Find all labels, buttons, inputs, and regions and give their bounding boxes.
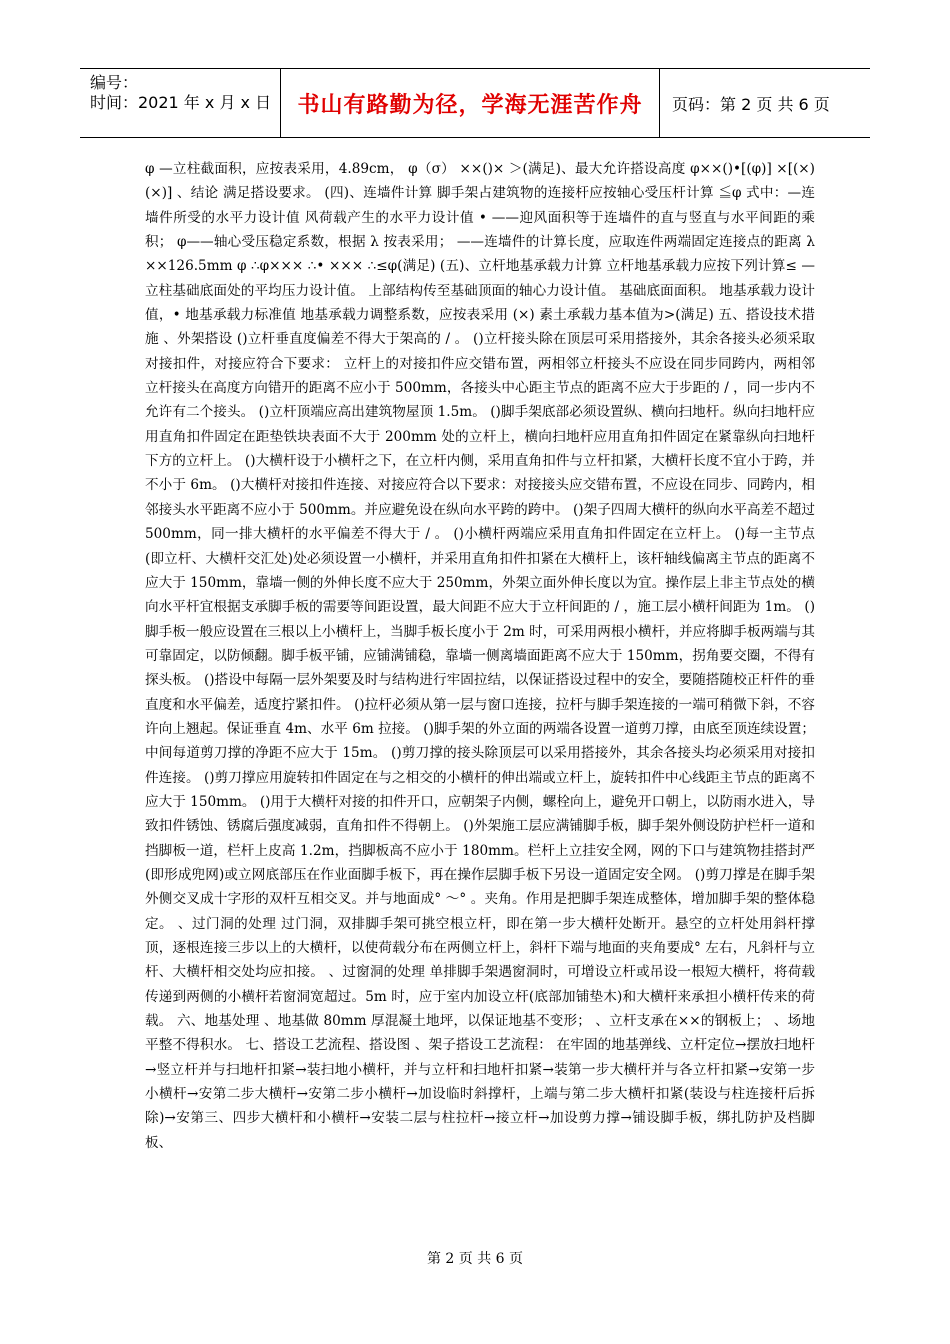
header-left-cell [80,69,280,137]
page-header [80,68,870,138]
document-code-label: 编号： [90,73,139,92]
page-footer: 第 2 页 共 6 页 [426,1251,524,1267]
header-motto: 书山有路勤为径，学海无涯苦作舟 [297,92,643,118]
document-date: 时间：2021 年 x 月 x 日 [90,93,272,112]
header-motto-cell [280,69,660,137]
header-page-info-cell [660,69,870,137]
header-page-info: 页码：第 2 页 共 6 页 [672,94,830,114]
body-text: φ —立柱截面积，应按表采用，4.89cm， φ（σ） ××()× ＞(满足)、最大允许搭设高度 φ××()•[(φ)] ×[(×)(×)] 、结论 满足搭设要求。 (四)、连墙件计算 脚手架占建筑物的连接杆应按轴心受压杆计算 ≦φ 式中：—连墙件所受的水平力设计值 风荷载产生的水平力设计值 • ——迎风面积等于连墙件的直与竖直与水平间距的乘积； φ——轴心受压稳定系数，根据 λ 按表采用； ——连墙件的计算长度，应取连件两端固定连接点的距离 λ××126.5mm φ ∴φ××× ∴• ××× ∴≤φ(满足) (五)、立杆地基承载力计算 立杆地基承载力应按下列计算≤ —立柱基础底面处的平均压力设计值。 上部结构传至基础顶面的轴心力设计值。 基础底面面积。 地基承载力设计值，• 地基承载力标准值 地基承载力调整系数，应按表采用 (×) 素土承载力基本值为>(满足) 五、搭设技术措施 、外架搭设 ()立杆垂直度偏差不得大于架高的 / 。 ()立杆接头除在顶层可采用搭接外，其余各接头必须采取对接扣件，对接应符合下要求： 立杆上的对接扣件应交错布置，两相邻立杆接头不应设在同步同跨内，两相邻立杆接头在高度方向错开的距离不应小于 500mm，各接头中心距主节点的距离不应大于步距的 / ，同一步内不允许有二个接头。 ()立杆顶端应高出建筑物屋顶 1.5m。 ()脚手架底部必须设置纵、横向扫地杆。纵向扫地杆应用直角扣件固定在距垫铁块表面不大于 200mm 处的立杆上，横向扫地杆应用直角扣件固定在紧靠纵向扫地杆下方的立杆上。 ()大横杆设于小横杆之下，在立杆内侧，采用直角扣件与立杆扣紧，大横杆长度不宜小于跨，并不小于 6m。 ()大横杆对接扣件连接、对接应符合以下要求：对接接头应交错布置，不应设在同步、同跨内，相邻接头水平距离不应小于 500mm。并应避免设在纵向水平跨的跨中。 ()架子四周大横杆的纵向水平高差不超过 500mm，同一排大横杆的水平偏差不得大于 / 。 ()小横杆两端应采用直角扣件固定在立杆上。 ()每一主节点(即立杆、大横杆交汇处)处必须设置一小横杆，并采用直角扣件扣紧在大横杆上，该杆轴线偏离主节点的距离不应大于 150mm，靠墙一侧的外伸长度不应大于 250mm，外架立面外伸长度以为宜。操作层上非主节点处的横向水平杆宜根据支承脚手板的需要等间距设置，最大间距不应大于立杆间距的 / ，施工层小横杆间距为 1m。 ()脚手板一般应设置在三根以上小横杆上，当脚手板长度小于 2m 时，可采用两根小横杆，并应将脚手板两端与其可靠固定，以防倾翻。脚手板平铺，应铺满铺稳，靠墙一侧离墙面距离不应大于 150mm，拐角要交圈，不得有探头板。 ()搭设中每隔一层外架要及时与结构进行牢固拉结，以保证搭设过程中的安全，要随搭随校正杆件的垂直度和水平偏差，适度拧紧扣件。 ()拉杆必须从第一层与窗口连接，拉杆与脚手架连接的一端可稍微下斜，不容许向上翘起。保证垂直 4m、水平 6m 拉接。 ()脚手架的外立面的两端各设置一道剪刀撑，由底至顶连续设置；中间每道剪刀撑的净距不应大于 15m。 ()剪刀撑的接头除顶层可以采用搭接外，其余各接头均必须采用对接扣件连接。 ()剪刀撑应用旋转扣件固定在与之相交的小横杆的伸出端或立杆上，旋转扣件中心线距主节点的距离不应大于 150mm。 ()用于大横杆对接的扣件开口，应朝架子内侧，螺栓向上，避免开口朝上，以防雨水进入，导致扣件锈蚀、锈腐后强度减弱，直角扣件不得朝上。 ()外架施工层应满铺脚手板，脚手架外侧设防护栏杆一道和挡脚板一道，栏杆上皮高 1.2m，挡脚板高不应小于 180mm。栏杆上立挂安全网，网的下口与建筑物挂搭封严(即形成兜网)或立网底部压在作业面脚手板下，再在操作层脚手板下另设一道固定安全网。 ()剪刀撑是在脚手架外侧交叉成十字形的双杆互相交叉。并与地面成° ～° 。夹角。作用是把脚手架连成整体，增加脚手架的整体稳定。 、过门洞的处理 过门洞，双排脚手架可挑空根立杆，即在第一步大横杆处断开。悬空的立杆处用斜杆撑顶，逐根连接三步以上的大横杆，以使荷载分布在两侧立杆上，斜杆下端与地面的夹角要成° 左右，凡斜杆与立杆、大横杆相交处均应扣接。 、过窗洞的处理 单排脚手架遇窗洞时，可增设立杆或吊设一根短大横杆，将荷载传递到两侧的小横杆若窗洞宽超过。5m 时，应于室内加设立杆(底部加铺垫木)和大横杆来承担小横杆传来的荷载。 六、地基处理 、地基做 80mm 厚混凝土地坪，以保证地基不变形； 、立杆支承在××的钢板上； 、场地平整不得积水。 七、搭设工艺流程、搭设图 、架子搭设工艺流程： 在牢固的地基弹线、立杆定位→摆放扫地杆→竖立杆并与扫地杆扣紧→装扫地小横杆，并与立杆和扫地杆扣紧→装第一步大横杆并与各立杆扣紧→安第一步小横杆→安第二步大横杆→安第二步小横杆→加设临时斜撑杆，上端与第二步大横杆扣紧(装设与柱连接杆后拆除)→安第三、四步大横杆和小横杆→安装二层与柱拉杆→接立杆→加设剪力撑→铺设脚手板，绑扎防护及档脚板、 [145,161,815,1151]
